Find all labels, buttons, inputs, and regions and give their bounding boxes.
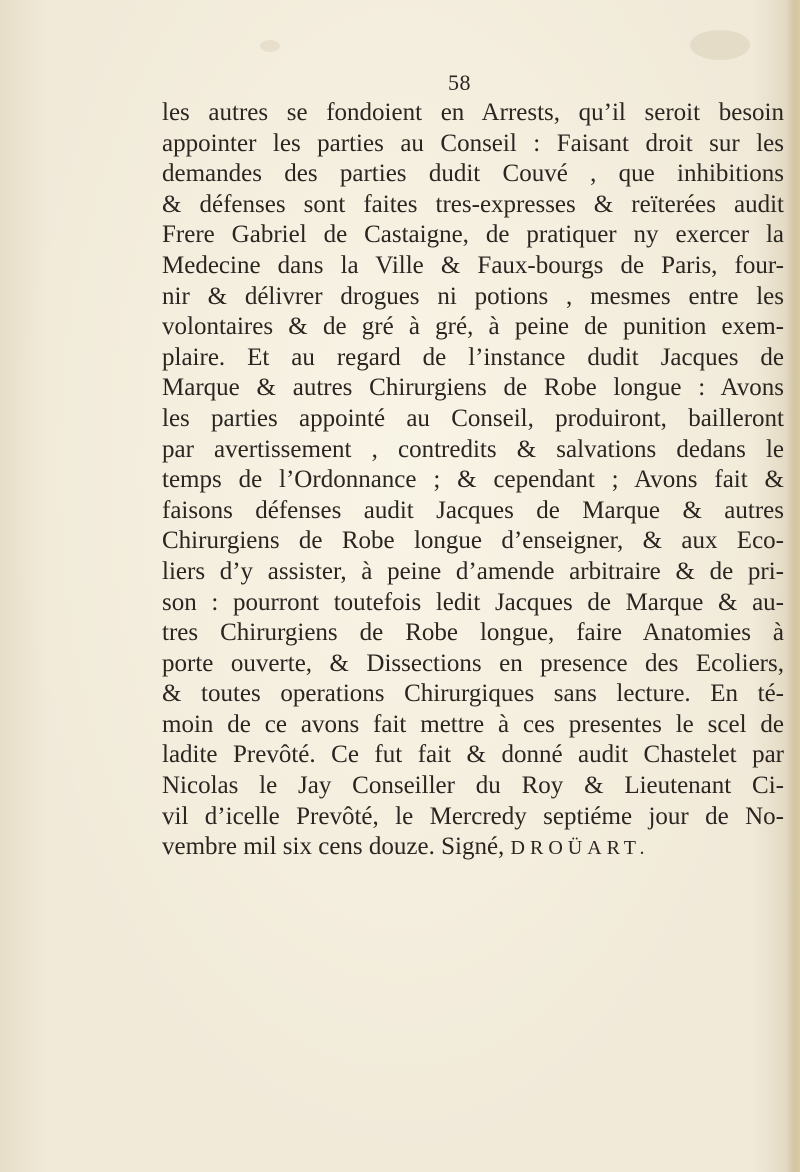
text-line: par avertissement , contredits & salvations dedans le <box>162 435 784 463</box>
signature: DROÜART. <box>510 837 650 860</box>
text-line: Chirurgiens de Robe longue d’enseigner, & aux Eco- <box>162 527 784 555</box>
paper-stain <box>260 40 280 52</box>
text-line: tres Chirurgiens de Robe longue, faire Anatomies à <box>162 619 784 647</box>
text-line: Frere Gabriel de Castaigne, de pratiquer ny exercer la <box>162 221 784 249</box>
text-line: Marque & autres Chirurgiens de Robe longue : Avons <box>162 374 784 402</box>
text-line-final <box>162 832 784 863</box>
text-line: les autres se fondoient en Arrests, qu’il seroit besoin <box>162 99 784 126</box>
text-line: plaire. Et au regard de l’instance dudit Jacques de <box>162 343 784 371</box>
page-edge <box>786 0 800 1172</box>
text-line: faisons défenses audit Jacques de Marque & autres <box>162 496 784 524</box>
text-line: & toutes operations Chirurgiques sans lecture. En té- <box>162 680 784 708</box>
text-line: son : pourront toutefois ledit Jacques de Marque & au- <box>162 588 784 616</box>
text-line: nir & délivrer drogues ni potions , mesmes entre les <box>162 282 784 310</box>
text-line: temps de l’Ordonnance ; & cependant ; Avons fait & <box>162 466 784 494</box>
text-line: porte ouverte, & Dissections en presence des Ecoliers, <box>162 649 784 677</box>
text-line: Nicolas le Jay Conseiller du Roy & Lieutenant Ci- <box>162 772 784 800</box>
text-line: demandes des parties dudit Couvé , que inhibitions <box>162 160 784 188</box>
text-line: vil d’icelle Prevôté, le Mercredy septiéme jour de No- <box>162 802 784 830</box>
text-line: moin de ce avons fait mettre à ces presentes le scel de <box>162 710 784 738</box>
text-line: vembre mil six cens douze. Signé, <box>162 833 505 861</box>
page-number: 58 <box>448 70 471 95</box>
text-line: appointer les parties au Conseil : Faisant droit sur les <box>162 129 784 157</box>
text-line: Medecine dans la Ville & Faux-bourgs de Paris, four- <box>162 251 784 279</box>
text-line: & défenses sont faites tres-expresses & reïterées audit <box>162 190 784 218</box>
text-line: volontaires & de gré à gré, à peine de punition exem- <box>162 313 784 341</box>
text-line: les parties appointé au Conseil, produiront, bailleront <box>162 404 784 432</box>
body-text <box>162 98 784 863</box>
paper-stain <box>690 30 750 60</box>
text-line: ladite Prevôté. Ce fut fait & donné audit Chastelet par <box>162 741 784 769</box>
text-line: liers d’y assister, à peine d’amende arbitraire & de pri- <box>162 557 784 585</box>
